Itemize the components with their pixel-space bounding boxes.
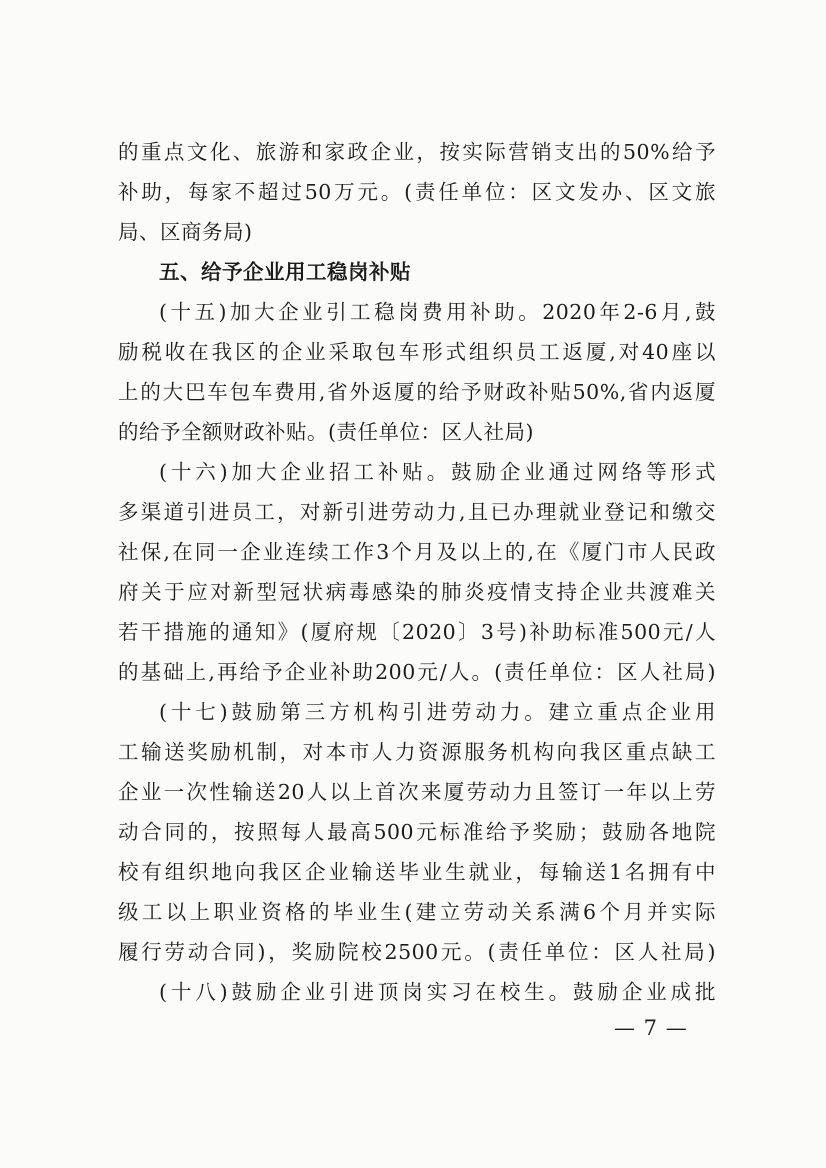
text-line: 的给予全额财政补贴。(责任单位：区人社局): [118, 420, 534, 444]
section-heading: 五、给予企业用工稳岗补贴: [159, 260, 411, 284]
text-line: 社保,在同一企业连续工作3个月及以上的,在《厦门市人民政: [118, 540, 716, 564]
text-line: 局、区商务局): [118, 220, 253, 244]
text-line: 上的大巴车包车费用,省外返厦的给予财政补贴50%,省内返厦: [118, 380, 716, 404]
paragraph-start: (十七)鼓励第三方机构引进劳动力。建立重点企业用: [159, 700, 716, 724]
text-line: 的重点文化、旅游和家政企业，按实际营销支出的50%给予: [118, 140, 716, 164]
text-line: 级工以上职业资格的毕业生(建立劳动关系满6个月并实际: [118, 900, 716, 924]
text-line: 若干措施的通知》(厦府规〔2020〕3号)补助标准500元/人: [118, 620, 716, 644]
text-line: 动合同的，按照每人最高500元标准给予奖励；鼓励各地院: [118, 820, 716, 844]
text-line: 校有组织地向我区企业输送毕业生就业，每输送1名拥有中: [118, 860, 716, 884]
text-line: 励税收在我区的企业采取包车形式组织员工返厦,对40座以: [118, 340, 716, 364]
body-text: [118, 132, 716, 1012]
page-number: — 7 —: [614, 1016, 688, 1040]
paragraph-start: (十八)鼓励企业引进顶岗实习在校生。鼓励企业成批: [159, 980, 716, 1004]
text-line: 补助，每家不超过50万元。(责任单位：区文发办、区文旅: [118, 180, 716, 204]
text-line: 履行劳动合同)，奖励院校2500元。(责任单位：区人社局): [118, 940, 716, 964]
text-line: 府关于应对新型冠状病毒感染的肺炎疫情支持企业共渡难关: [118, 580, 716, 604]
paragraph-start: (十五)加大企业引工稳岗费用补助。2020年2-6月,鼓: [159, 300, 716, 324]
text-line: 企业一次性输送20人以上首次来厦劳动力且签订一年以上劳: [118, 780, 716, 804]
text-line: 的基础上,再给予企业补助200元/人。(责任单位：区人社局): [118, 660, 716, 684]
text-line: 工输送奖励机制，对本市人力资源服务机构向我区重点缺工: [118, 740, 716, 764]
paragraph-start: (十六)加大企业招工补贴。鼓励企业通过网络等形式: [159, 460, 716, 484]
text-line: 多渠道引进员工，对新引进劳动力,且已办理就业登记和缴交: [118, 500, 716, 524]
